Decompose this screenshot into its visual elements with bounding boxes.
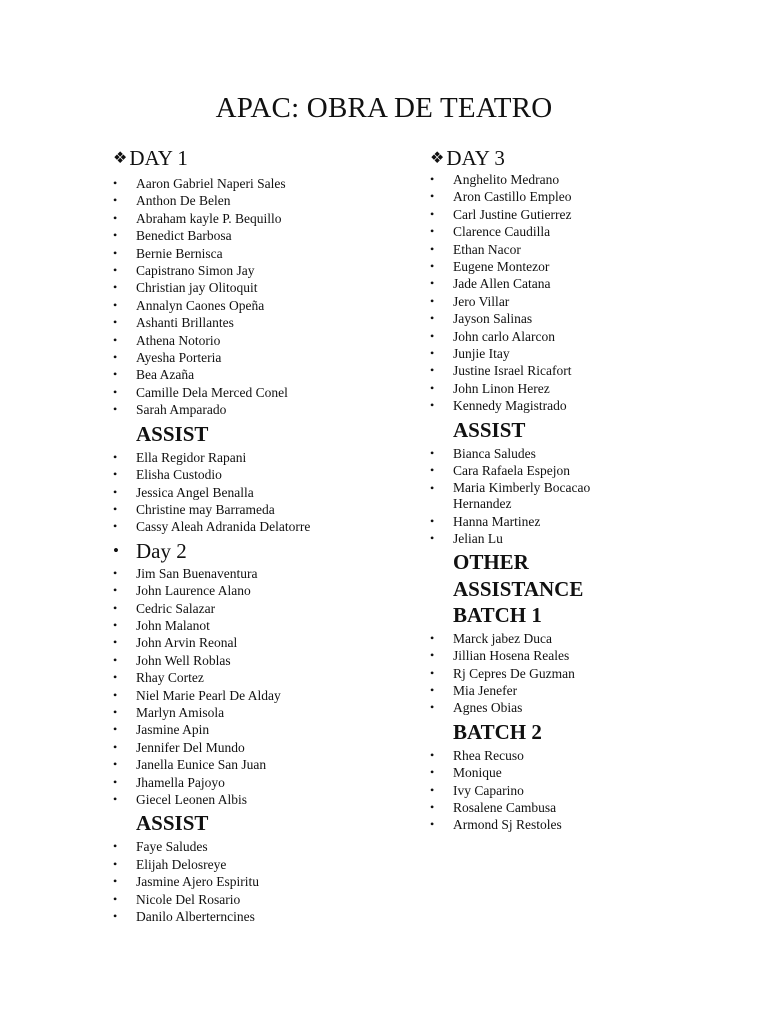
list-item: • John Malanot — [113, 617, 413, 634]
list-item: • Jhamella Pajoyo — [113, 774, 413, 791]
list-item: • Jero Villar — [430, 293, 730, 310]
list-item: • Carl Justine Gutierrez — [430, 206, 730, 223]
list-item: • Jennifer Del Mundo — [113, 739, 413, 756]
list-item: • Eugene Montezor — [430, 258, 730, 275]
list-item: • Agnes Obias — [430, 699, 730, 716]
list-item: • Cassy Aleah Adranida Delatorre — [113, 518, 413, 535]
list-item: • Aaron Gabriel Naperi Sales — [113, 175, 413, 192]
list-item: • Ivy Caparino — [430, 782, 730, 799]
day1-assist-list — [113, 449, 413, 536]
list-item: • Justine Israel Ricafort — [430, 362, 730, 379]
list-item: • Jim San Buenaventura — [113, 565, 413, 582]
list-item: • John Arvin Reonal — [113, 634, 413, 651]
list-item: • Christian jay Olitoquit — [113, 279, 413, 296]
list-item: • Maria Kimberly Bocacao Hernandez — [430, 480, 603, 513]
day1-member-list — [113, 175, 413, 419]
list-item: • Ethan Nacor — [430, 241, 730, 258]
list-item: • John Linon Herez — [430, 380, 730, 397]
list-item: • Marlyn Amisola — [113, 704, 413, 721]
list-item: • Armond Sj Restoles — [430, 816, 730, 833]
batch1-heading: BATCH 1 — [453, 603, 542, 628]
list-item: • Bea Azaña — [113, 366, 413, 383]
list-item: • Jayson Salinas — [430, 310, 730, 327]
list-item: • Mia Jenefer — [430, 682, 730, 699]
day3-assist-heading: ASSIST — [453, 417, 526, 442]
list-item: • Christine may Barrameda — [113, 501, 413, 518]
list-item: • Anghelito Medrano — [430, 171, 730, 188]
list-item: • Danilo Alberterncines — [113, 908, 413, 925]
list-item: • Junjie Itay — [430, 345, 730, 362]
list-item: • Jelian Lu — [430, 530, 730, 547]
day1-assist-heading: ASSIST — [136, 421, 209, 446]
list-item: • Jillian Hosena Reales — [430, 647, 730, 664]
list-item: • Benedict Barbosa — [113, 227, 413, 244]
list-item: • Ella Regidor Rapani — [113, 449, 413, 466]
list-item: • Athena Notorio — [113, 332, 413, 349]
list-item: • Jasmine Ajero Espiritu — [113, 873, 413, 890]
list-item: • Elisha Custodio — [113, 466, 413, 483]
other-assistance-line2: ASSISTANCE — [453, 576, 584, 601]
list-item: • Anthon De Belen — [113, 192, 413, 209]
right-column — [430, 144, 730, 834]
day2-assist-list — [113, 838, 413, 925]
list-item: • Rhay Cortez — [113, 669, 413, 686]
list-item: • Jade Allen Catana — [430, 275, 730, 292]
list-item: • Cedric Salazar — [113, 600, 413, 617]
four-diamond-icon: ❖ — [113, 148, 128, 167]
list-item: • Capistrano Simon Jay — [113, 262, 413, 279]
list-item: • Rj Cepres De Guzman — [430, 665, 730, 682]
day2-member-list — [113, 565, 413, 809]
list-item: • Cara Rafaela Espejon — [430, 462, 730, 479]
day3-heading — [430, 144, 730, 172]
list-item: • Bianca Saludes — [430, 445, 730, 462]
other-assistance-line1: OTHER — [453, 550, 529, 575]
list-item: • Elijah Delosreye — [113, 856, 413, 873]
list-item: • Abraham kayle P. Bequillo — [113, 210, 413, 227]
list-item: • Marck jabez Duca — [430, 630, 730, 647]
day2-assist-heading: ASSIST — [136, 811, 209, 836]
list-item: • Aron Castillo Empleo — [430, 188, 730, 205]
list-item: • Jessica Angel Benalla — [113, 484, 413, 501]
list-item: • John carlo Alarcon — [430, 328, 730, 345]
day3-heading-label: DAY 3 — [446, 146, 505, 170]
batch1-list — [430, 630, 730, 717]
list-item: • Faye Saludes — [113, 838, 413, 855]
list-item: • Annalyn Caones Opeña — [113, 297, 413, 314]
day1-heading — [113, 144, 413, 172]
other-assistance-heading — [430, 549, 730, 629]
list-item: • John Laurence Alano — [113, 582, 413, 599]
list-item: • Jasmine Apin — [113, 721, 413, 738]
list-item: • Nicole Del Rosario — [113, 891, 413, 908]
list-item: • Clarence Caudilla — [430, 223, 730, 240]
list-item: • Monique — [430, 764, 730, 781]
day2-heading: • Day 2 — [113, 538, 413, 564]
batch2-heading: BATCH 2 — [453, 719, 542, 744]
list-item: • Rhea Recuso — [430, 747, 730, 764]
list-item: • Sarah Amparado — [113, 401, 413, 418]
page-title: APAC: OBRA DE TEATRO — [215, 92, 553, 124]
list-item: • Janella Eunice San Juan — [113, 756, 413, 773]
list-item: • Giecel Leonen Albis — [113, 791, 413, 808]
batch2-list — [430, 747, 730, 834]
day3-member-list — [430, 171, 730, 415]
list-item: • Niel Marie Pearl De Alday — [113, 687, 413, 704]
list-item: • Ashanti Brillantes — [113, 314, 413, 331]
list-item: • Camille Dela Merced Conel — [113, 384, 413, 401]
list-item: • Hanna Martinez — [430, 513, 730, 530]
left-column — [113, 144, 413, 925]
list-item: • Ayesha Porteria — [113, 349, 413, 366]
list-item: • John Well Roblas — [113, 652, 413, 669]
day1-heading-label: DAY 1 — [129, 146, 188, 170]
day3-assist-list — [430, 445, 730, 548]
four-diamond-icon: ❖ — [430, 148, 445, 167]
list-item: • Rosalene Cambusa — [430, 799, 730, 816]
list-item: • Bernie Bernisca — [113, 245, 413, 262]
list-item: • Kennedy Magistrado — [430, 397, 730, 414]
